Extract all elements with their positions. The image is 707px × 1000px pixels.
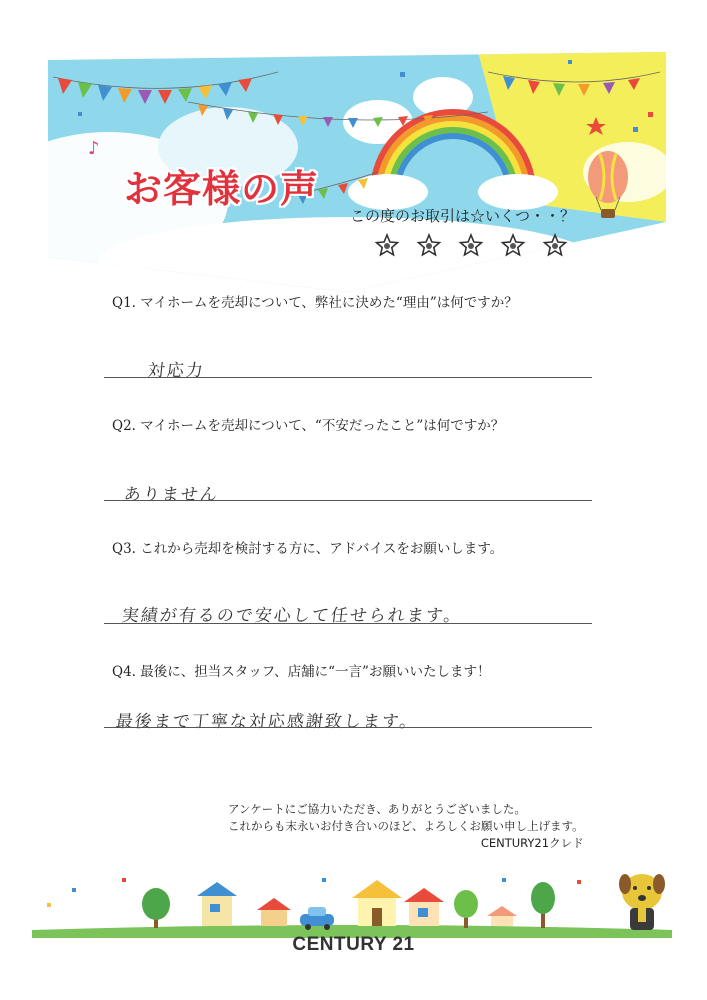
rating-question: この度のお取引は☆いくつ・・？: [350, 207, 576, 225]
answer-4: 最後まで丁寧な対応感謝致します。: [114, 712, 420, 732]
house-icon: [487, 906, 517, 926]
star-fill-mark: [552, 243, 558, 249]
closing-message: [228, 801, 584, 852]
house-icon: [197, 882, 237, 926]
house-icon: [257, 898, 291, 926]
answer-line-2: [104, 500, 592, 501]
answer-line-4: [104, 727, 592, 728]
answer-3: 実績が有るので安心して任せられます。: [120, 606, 464, 626]
mascot-dog-icon: [619, 874, 665, 930]
tree-icon: [142, 888, 170, 928]
answer-1: 対応力: [146, 361, 206, 381]
tree-icon: [531, 882, 555, 928]
music-note-icon: ♪: [88, 138, 100, 159]
question-1: Q1. マイホームを売却について、弊社に決めた“理由”は何ですか？: [112, 295, 518, 311]
answer-line-3: [104, 623, 592, 624]
star-fill-mark: [510, 243, 516, 249]
house-icon: [404, 888, 444, 926]
closing-line-2: これからも末永いお付き合いのほど、よろしくお願い申し上げます。: [228, 819, 584, 833]
star-fill-mark: [468, 243, 474, 249]
star-fill-mark: [384, 243, 390, 249]
page-title: お客様の声: [124, 167, 320, 211]
confetti-decoration: [47, 878, 581, 907]
closing-line-1: アンケートにご協力いただき、ありがとうございました。: [228, 802, 526, 816]
star-fill-mark: [426, 243, 432, 249]
brand-logo: CENTURY 21: [292, 934, 415, 955]
star-rating: [366, 231, 576, 261]
tree-icon: [454, 890, 478, 928]
answer-line-1: [104, 377, 592, 378]
question-2: Q2. マイホームを売却について、“不安だったこと”は何ですか？: [112, 418, 505, 434]
question-3: Q3. これから売却を検討する方に、アドバイスをお願いします。: [112, 541, 504, 557]
closing-signature: CENTURY21クレド: [480, 836, 584, 850]
answer-2: ありません: [122, 485, 220, 505]
house-icon: [352, 880, 402, 926]
question-4: Q4. 最後に、担当スタッフ、店舗に“一言”お願いいたします！: [112, 664, 491, 680]
footer-illustration: [32, 848, 672, 938]
